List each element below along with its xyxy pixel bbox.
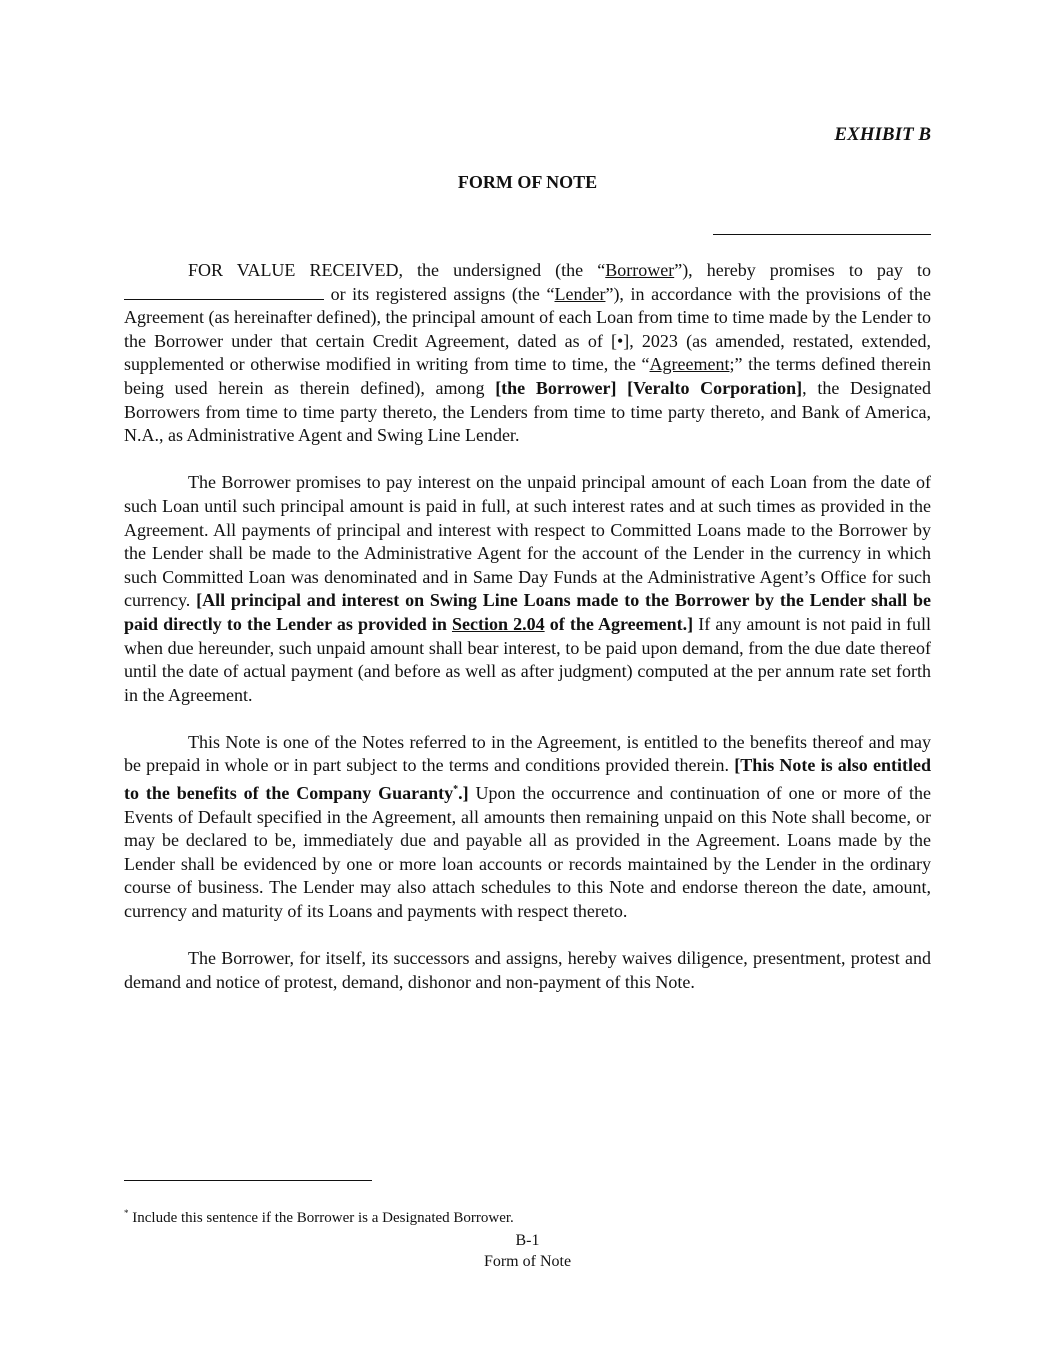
- document-title: FORM OF NOTE: [457, 172, 598, 192]
- footnote-reference[interactable]: *: [453, 784, 459, 796]
- footnote-mark: *: [124, 1208, 129, 1218]
- exhibit-label: EXHIBIT B: [834, 124, 931, 145]
- company-guaranty-clause: [This Note is also entitled to the benefits of the Company Guaranty*.]: [124, 755, 931, 804]
- borrower-defined-term: Borrower: [605, 260, 675, 280]
- footer-label: Form of Note: [483, 1253, 572, 1270]
- footnote: * Include this sentence if the Borrower is a Designated Borrower.: [124, 1208, 514, 1226]
- page-number: B-1: [515, 1232, 540, 1249]
- lender-name-blank: [124, 285, 324, 300]
- paragraph-1: FOR VALUE RECEIVED, the undersigned (the “Borrower”), hereby promises to pay to or its registered assigns (the “Lender”), in accordance with the provisions of the Agreement (as hereinafter defined), the principal amount of each Loan from time to time made by the Lender to the Borrower under that certain Credit Agreement, dated as of [•], 2023 (as amended, restated, extended, supplemented or otherwise modified in writing from time to time, the “Agreement;” the terms defined therein being used herein as therein defined), among [the Borrower] [Veralto Corporation], the Designated Borrowers from time to time party thereto, the Lenders from time to time party thereto, and Bank of America, N.A., as Administrative Agent and Swing Line Lender.: [124, 260, 932, 446]
- agreement-defined-term: Agreement: [649, 354, 730, 375]
- date-blank-line: [713, 234, 931, 235]
- swing-line-clause: [All principal and interest on Swing Line Loans made to the Borrower by the Lender shall be paid directly to the Lender as provided in Section 2.04 of the Agreement.]: [124, 590, 931, 634]
- paragraph-3: This Note is one of the Notes referred to in the Agreement, is entitled to the benefits thereof and may be prepaid in whole or in part subject to the terms and conditions provided therein. [This Note is also entitled to the benefits of the Company Guaranty*.] Upon the occurrence and continuation of one or more of the Events of Default specified in the Agreement, all amounts then remaining unpaid on this Note shall become, or may be declared to be, immediately due and payable all as provided in the Agreement. Loans made by the Lender shall be evidenced by one or more loan accounts or records maintained by the Lender in the ordinary course of business. The Lender may also attach schedules to this Note and endorse thereon the date, amount, currency and maturity of its Loans and payments with respect thereto.: [124, 731, 931, 922]
- page-footer: [0, 1230, 1055, 1272]
- paragraph-2: The Borrower promises to pay interest on the unpaid principal amount of each Loan from the date of such Loan until such principal amount is paid in full, at such interest rates and at such times as provided in the Agreement. All payments of principal and interest with respect to Committed Loans made to the Borrower by the Lender shall be made to the Administrative Agent for the account of the Lender in the currency in which such Committed Loan was denominated and in Same Day Funds at the Administrative Agent’s Office for such currency. [All principal and interest on Swing Line Loans made to the Borrower by the Lender shall be paid directly to the Lender as provided in Section 2.04 of the Agreement.] If any amount is not paid in full when due hereunder, such unpaid amount shall bear interest, to be paid upon demand, from the due date thereof until the date of actual payment (and before as well as after judgment) computed at the per annum rate set forth in the Agreement.: [124, 472, 932, 705]
- borrower-parties-bold: [the Borrower] [Veralto Corporation]: [495, 377, 803, 398]
- paragraph-4: The Borrower, for itself, its successors and assigns, hereby waives diligence, presentment, protest and demand and notice of protest, demand, dishonor and non-payment of this Note.: [124, 948, 931, 992]
- document-body: [124, 259, 931, 1018]
- footnote-separator: [124, 1180, 372, 1181]
- section-reference: Section 2.04: [451, 613, 545, 634]
- lender-defined-term: Lender: [554, 283, 606, 304]
